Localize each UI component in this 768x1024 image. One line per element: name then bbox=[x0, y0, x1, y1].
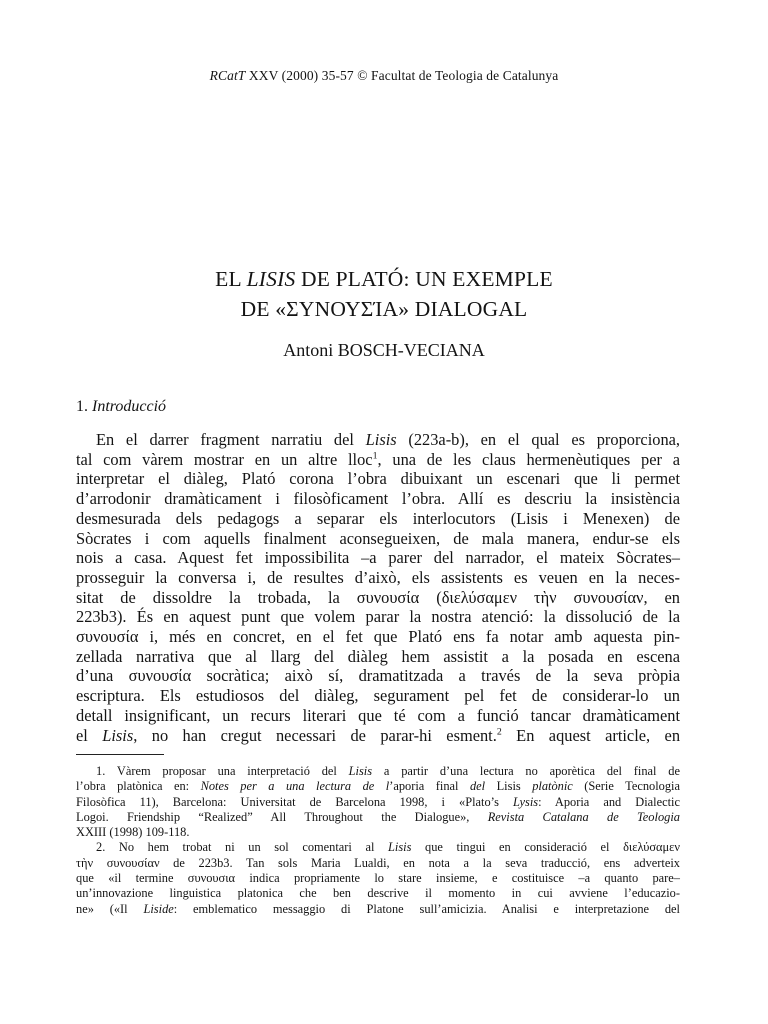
body-line: Sòcrates i com aquells finalment aconsegueixen, de mala manera, endur-se els bbox=[76, 528, 680, 548]
body-line: nois a casa. Aquest fet impossibilita –a parer del narrador, el mateix Sòcrates– bbox=[76, 548, 680, 568]
article-title bbox=[0, 264, 768, 324]
journal-abbreviation: RCatT bbox=[209, 68, 246, 83]
body-line: detall insignificant, un recurs literari que té com a funció tancar dramàticament bbox=[76, 705, 680, 725]
footnote-1-line: l’obra platònica en: Notes per a una lectura de l’aporia final del Lisis platònic (Serie Tecnologia bbox=[76, 779, 680, 794]
body-line: d’arrodonir dramàticament i filosòficament l’obra. Allí es descriu la insistència bbox=[76, 489, 680, 509]
body-line: interpretar el diàleg, Plató corona l’obra dibuixant un escenari que li permet bbox=[76, 469, 680, 489]
body-line: d’una συνουσία socràtica; això sí, dramatitzada a través de la seva pròpia bbox=[76, 666, 680, 686]
title-line-1: EL LISIS DE PLATÓ: UN EXEMPLE bbox=[215, 267, 553, 291]
footnote-2-line: un’innovazione linguistica platonica che ben descrive il momento in cui avviene l’educazio- bbox=[76, 886, 680, 901]
body-paragraph bbox=[76, 430, 680, 745]
footnote-1-line: Logoi. Friendship “Realized” All Throughout the Dialogue», Revista Catalana de Teologia bbox=[76, 809, 680, 824]
body-line: desmesurada dels pedagogs a separar els interlocutors (Lisis i Menexen) de bbox=[76, 508, 680, 528]
footnote-2-line: 2. No hem trobat ni un sol comentari al Lisis que tingui en consideració el διελύσαμεν bbox=[96, 840, 680, 855]
body-line: tal com vàrem mostrar en un altre lloc$^1$, una de les claus hermenèutiques per a bbox=[76, 449, 680, 469]
body-line: el Lisis, no han cregut necessari de parar-hi esment.$^2$ En aquest article, en bbox=[76, 725, 681, 745]
body-line: En el darrer fragment narratiu del Lisis (223a-b), en el qual es proporciona, bbox=[96, 430, 681, 449]
footnote-2-line: ne» («Il Liside: emblematico messaggio di Platone sull’amicizia. Analisi e interpretazione del bbox=[76, 901, 680, 916]
footnote-ref-1[interactable]: 1 bbox=[372, 450, 378, 462]
body-line: 223b3). És en aquest punt que volem parar la nostra atenció: la dissolució de la bbox=[76, 607, 680, 627]
title-line-2: DE «ΣΥΝΟΥΣΊΑ» DIALOGAL bbox=[240, 297, 528, 321]
journal-details: XXV (2000) 35-57 © Facultat de Teologia de Catalunya bbox=[245, 68, 559, 83]
footnote-1-line: 1. Vàrem proposar una interpretació del Lisis a partir d’una lectura no aporètica del final de bbox=[96, 764, 680, 778]
footnote-2-line: que «il termine συνουσια indica propriamente lo stare insieme, e costituisce –a quanto pare– bbox=[76, 871, 680, 886]
footnote-separator bbox=[76, 754, 164, 755]
footnote-1-line: Filosòfica 11), Barcelona: Universitat de Barcelona 1998, i «Plato’s Lysis: Aporia and Dialectic bbox=[76, 794, 680, 809]
body-line: prosseguir la conversa i, de resultes d’això, els assistents es veuen en la neces- bbox=[76, 567, 680, 587]
section-heading bbox=[76, 398, 166, 416]
author-name: Antoni BOSCH-VECIANA bbox=[283, 340, 485, 360]
footnote-2-line: τὴν συνουσίαν de 223b3. Tan sols Maria Lualdi, en nota a la seva traducció, ens adverteix bbox=[76, 855, 680, 870]
footnotes bbox=[76, 764, 680, 917]
running-head bbox=[0, 68, 768, 84]
section-number: 1. bbox=[76, 398, 92, 415]
body-line: sitat de dissoldre la trobada, la συνουσία (διελύσαμεν τὴν συνουσίαν, en bbox=[76, 587, 680, 607]
footnote-1-line: XXIII (1998) 109-118. bbox=[76, 825, 190, 840]
section-title: Introducció bbox=[92, 398, 167, 415]
body-line: συνουσία i, més en concret, en el fet que Plató ens fa notar amb aquesta pin- bbox=[76, 627, 680, 647]
title-italic-lisis: LISIS bbox=[246, 267, 296, 291]
body-line: escriptura. Els estudiosos del diàleg, segurament pel fet de considerar-lo un bbox=[76, 686, 680, 706]
body-line: zellada narrativa que al llarg del diàleg hem assistit a la posada en escena bbox=[76, 646, 680, 666]
footnote-ref-2[interactable]: 2 bbox=[496, 726, 502, 738]
